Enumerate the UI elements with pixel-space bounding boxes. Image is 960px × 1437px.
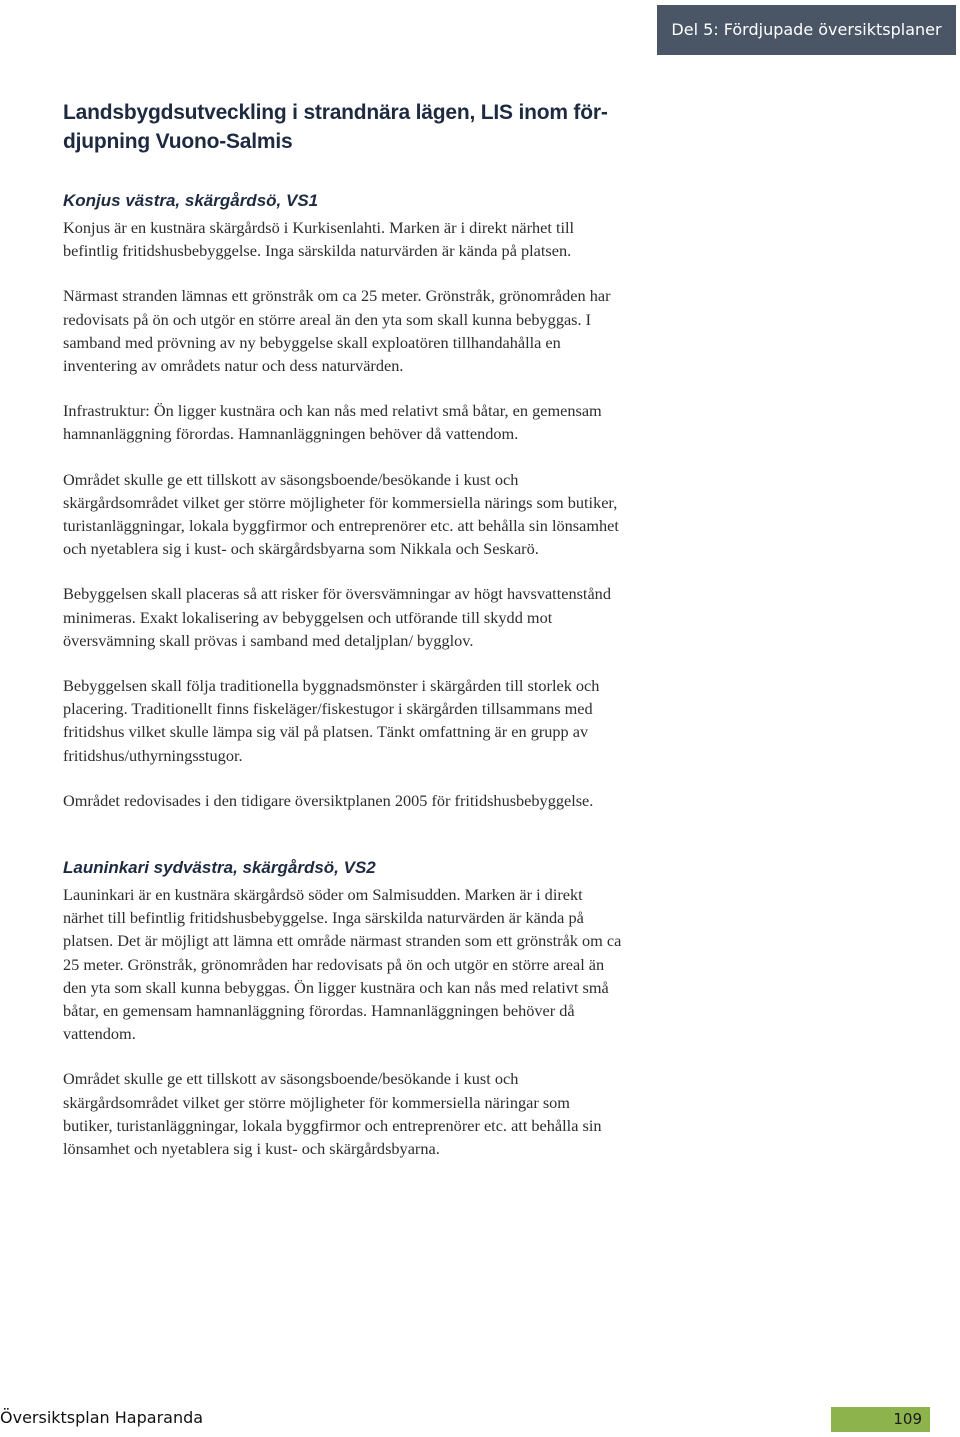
main-content — [63, 98, 623, 1182]
paragraph: Området skulle ge ett tillskott av säsongsboende/besökande i kust och skärgårdsområdet vilket ger större möjligheter för kommersiella näringar som butiker, turistanläggningar, lokala byggfirmor och entreprenörer etc. att behålla sin lönsamhet och nyetablera sig i kust- och skärgårdsbyarna. — [63, 1069, 602, 1159]
paragraph: Bebyggelsen skall placeras så att risker för översvämningar av högt havsvattenstånd minimeras. Exakt lokalisering av bebyggelsen och utförande till skydd mot översvämning skall prövas i samband med detaljplan/ bygglov. — [63, 584, 611, 650]
paragraph: Launinkari är en kustnära skärgårdsö söder om Salmisudden. Marken är i direkt närhet till befintlig fritidshusbebyggelse. Inga särskilda naturvärden är kända på platsen. Det är möjligt att lämna ett område närmast stranden som ett grönstråk om ca 25 meter. Grönstråk, grönområden har redovisats på ön och utgör en större areal än den yta som skall kunna bebyggas. Ön ligger kustnära och kan nås med relativt små båtar, en gemensam hamnanläggning förordas. Hamnanläggningen behöver då vattendom. — [63, 885, 622, 1044]
page-title-line-2: djupning Vuono-Salmis — [63, 130, 293, 153]
chapter-tab: Del 5: Fördjupade översiktsplaner — [657, 5, 956, 55]
paragraph: Närmast stranden lämnas ett grönstråk om ca 25 meter. Grönstråk, grönområden har redovisats på ön och utgör en större areal än den yta som skall kunna bebyggas. I samband med prövning av ny bebyggelse skall exploatören tillhandahålla en inventering av områdets natur och dess naturvärden. — [63, 286, 611, 376]
section-heading-vs2: Launinkari sydvästra, skärgårdsö, VS2 — [63, 858, 376, 878]
footer-document-title: Översiktsplan Haparanda — [0, 1408, 204, 1427]
page-title — [63, 98, 623, 156]
paragraph: Området skulle ge ett tillskott av säsongsboende/besökande i kust och skärgårdsområdet vilket ger större möjligheter för kommersiella närings som butiker, turistanläggningar, lokala byggfirmor och entreprenörer etc. att behålla sin lönsamhet och nyetablera sig i kust- och skärgårdsbyarna som Nikkala och Seskarö. — [63, 469, 619, 559]
paragraph: Området redovisades i den tidigare översiktplanen 2005 för fritidshusbebyggelse. — [63, 790, 594, 810]
page-number-badge: 109 — [831, 1407, 930, 1432]
page-title-line-1: Landsbygdsutveckling i strandnära lägen, LIS inom för- — [63, 101, 608, 124]
paragraph: Konjus är en kustnära skärgårdsö i Kurkisenlahti. Marken är i direkt närhet till befintlig fritidshusbebyggelse. Inga särskilda naturvärden är kända på platsen. — [63, 218, 575, 261]
paragraph: Bebyggelsen skall följa traditionella byggnadsmönster i skärgården till storlek och placering. Traditionellt finns fiskeläger/fiskestugor i skärgården tillsammans med fritidshus vilket skulle lämpa sig väl på platsen. Tänkt omfattning är en grupp av fritidshus/uthyrningsstugor. — [63, 676, 600, 765]
paragraph: Infrastruktur: Ön ligger kustnära och kan nås med relativt små båtar, en gemensam hamnanläggning förordas. Hamnanläggningen behöver då vattendom. — [63, 401, 602, 444]
section-heading-vs1: Konjus västra, skärgårdsö, VS1 — [63, 191, 319, 210]
